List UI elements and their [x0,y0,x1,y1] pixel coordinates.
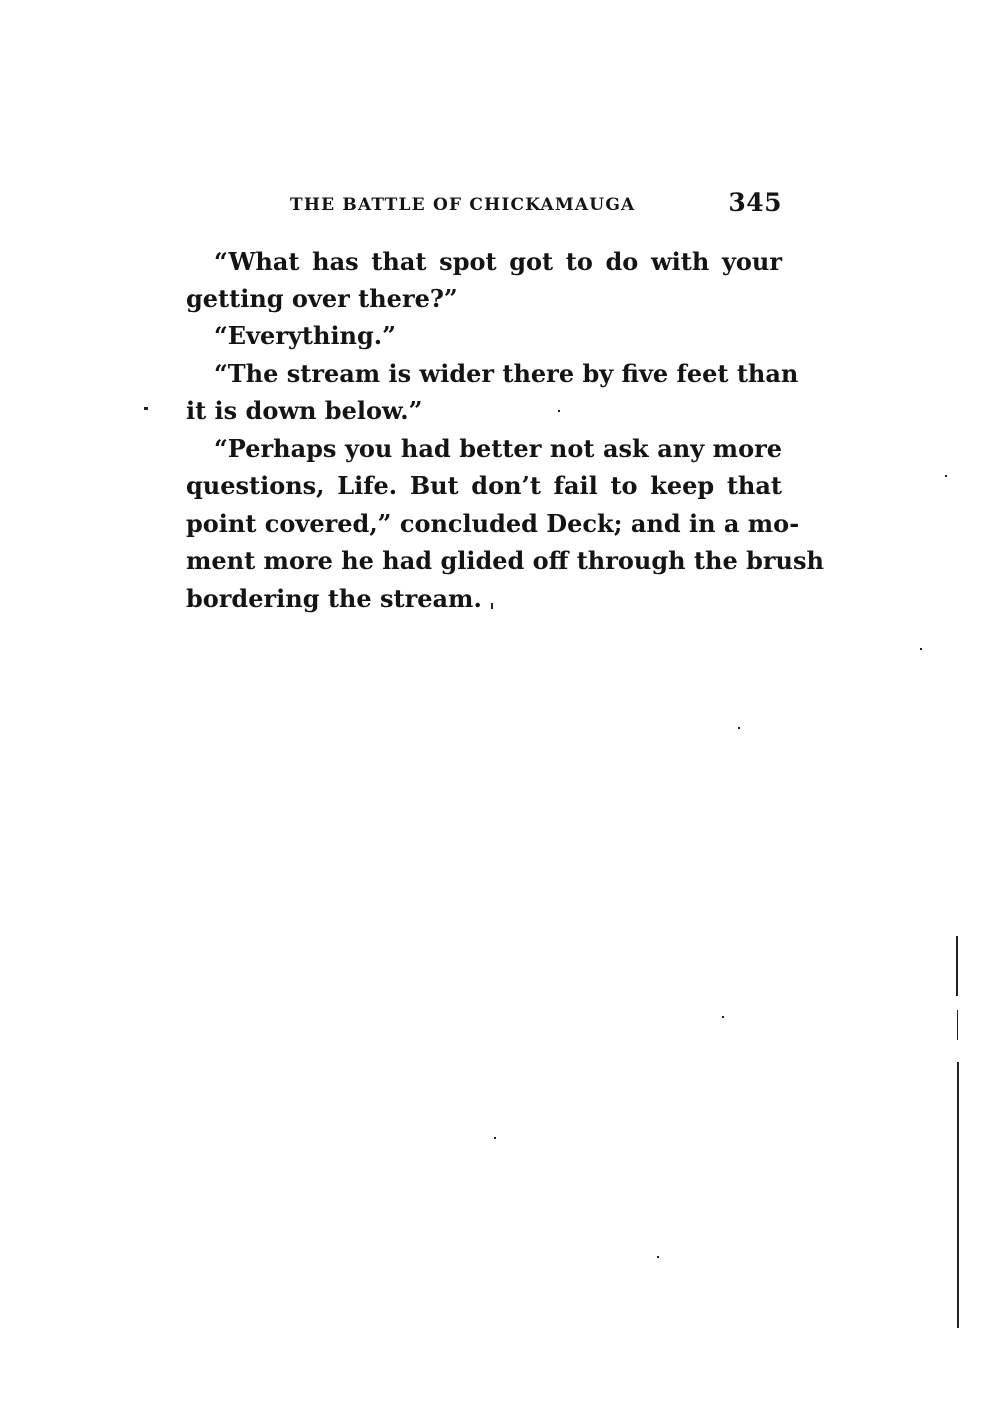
text-line: “Everything.” [214,321,396,350]
scan-speck [144,407,148,410]
text-line: “The stream is wider there by five feet than [214,359,799,388]
scan-speck [920,648,922,650]
scan-speck [657,1256,659,1258]
text-line: ment more he had glided off through the brush [186,546,824,575]
scan-speck [738,727,740,729]
page-edge-line [957,1010,958,1040]
text-line: “What has that spot got to do with your [214,247,782,276]
page-edge-line [956,936,958,996]
scan-speck [945,475,947,477]
scan-speck [558,410,560,412]
text-line: bordering the stream. [186,584,482,613]
text-line: “Perhaps you had better not ask any more [214,434,782,463]
scan-speck [491,603,493,609]
running-title: THE BATTLE OF CHICKAMAUGA [290,195,636,215]
page-edge-line [957,1062,959,1328]
scan-speck [722,1016,724,1018]
text-line: getting over there?” [186,284,458,313]
text-line: it is down below.” [186,396,423,425]
text-line: point covered,” concluded Deck; and in a mo- [186,509,800,538]
page-number: 345 [728,188,782,217]
running-head [186,188,782,224]
text-line: questions, Life. But don’t fail to keep that [186,471,782,500]
scan-speck [494,1137,496,1139]
